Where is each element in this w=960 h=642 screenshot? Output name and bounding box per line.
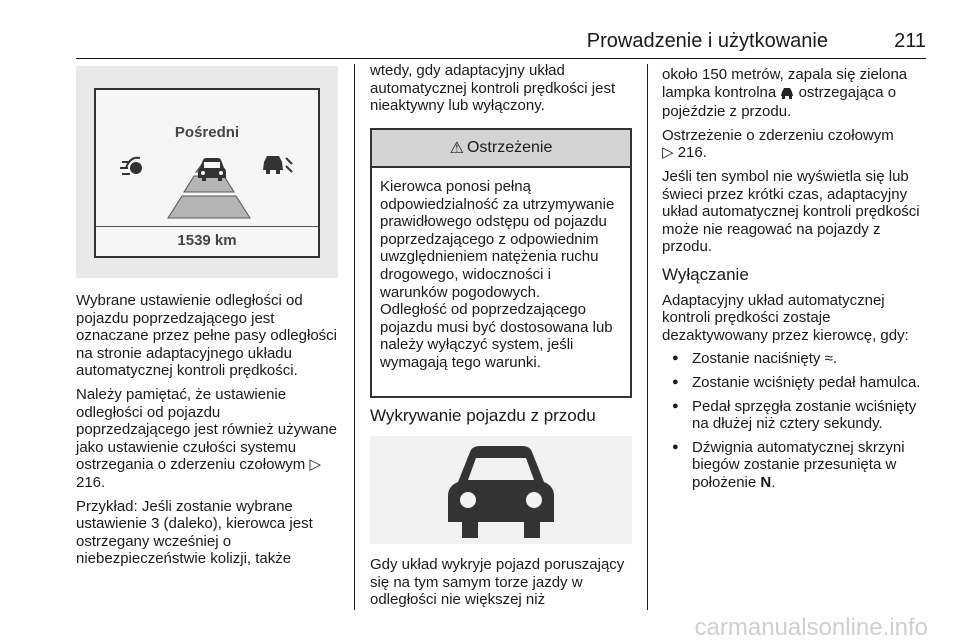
page-ref-link[interactable]: 216.: [677, 144, 707, 162]
list-item: ● Pedał sprzęgła zostanie wciśnięty na dłużej niż cztery sekundy.: [662, 398, 928, 433]
list-item: [662, 350, 928, 368]
col1-paragraph-1: Wybrane ustawienie odległości od pojazdu poprzedzającego jest oznaczane przez pełne pasy odległości na stronie adaptacyjnego układu automatycznej kontroli prędkości.: [76, 292, 337, 380]
col3-paragraph-1: [662, 66, 928, 121]
section-title-deactivation: Wyłączanie: [662, 264, 749, 284]
list-item-1-text: Zostanie naciśnięty: [692, 350, 821, 368]
list-item-1-end: .: [832, 350, 837, 368]
column-rule-2: [647, 64, 648, 610]
col2-paragraph-bottom: Gdy układ wykryje pojazd poruszający się na tym samym torze jazdy w odległości nie większej niż: [370, 556, 625, 609]
header-rule: [76, 58, 926, 59]
warning-triangle-icon: ⚠: [449, 140, 464, 157]
list-item: [662, 439, 928, 492]
acc-display-graphic: [96, 90, 322, 226]
display-divider: [96, 226, 318, 227]
car-sensor-icon: [263, 156, 292, 174]
cluster-display: [94, 88, 320, 258]
column-3: [662, 66, 928, 497]
page-ref-arrow-icon: ▷: [309, 456, 321, 474]
page-header: [76, 30, 926, 56]
watermark: carmanualsonline.info: [694, 614, 928, 641]
distance-bar-mid: [184, 176, 234, 192]
cruise-cancel-icon: ≈: [824, 350, 833, 368]
warning-box: [370, 128, 632, 398]
vehicle-ahead-indicator-icon: [780, 86, 794, 104]
page-title: Prowadzenie i użytkowanie: [586, 30, 828, 52]
odometer-value: 1539 km: [177, 232, 237, 249]
column-rule-1: [354, 64, 355, 610]
page-ref-link[interactable]: 216.: [76, 473, 106, 491]
distance-setting-label: Pośredni: [174, 124, 240, 141]
list-item-4-text: Dźwignia automatycznej skrzyni biegów zostanie przesunięta w położenie: [692, 438, 905, 491]
col3-paragraph-3: Jeśli ten symbol nie wyświetla się lub świeci przez krótki czas, adaptacyjny układ automatycznej kontroli prędkości może nie reagować na pojazdy z przodu.: [662, 167, 920, 256]
col3-paragraph-2: [662, 127, 928, 162]
col1-paragraph-2: [76, 386, 338, 492]
warning-paragraph-1: Kierowca ponosi pełną odpowiedzialność za utrzymywanie prawidłowego odstępu od pojazdu poprzedzającego z odpowiednim uwzględnieniem natężenia ruchu drogowego, widoczności i warunków pogodowych.: [380, 178, 615, 301]
col3-paragraph-1-end: ostrzegająca o pojeździe z przodu.: [662, 83, 897, 121]
list-item: ● Zostanie wciśnięty pedał hamulca.: [662, 374, 928, 392]
acc-cruise-icon: [120, 158, 141, 174]
gear-position-n: N: [760, 473, 772, 491]
warning-header: [372, 130, 630, 168]
deactivation-list: [662, 350, 928, 491]
col1-paragraph-3: Przykład: Jeśli zostanie wybrane ustawienie 3 (daleko), kierowca jest ostrzegany wcześniej o niebezpieczeństwie kolizji, także: [76, 497, 313, 568]
section-title-vehicle-ahead: Wykrywanie pojazdu z przodu: [370, 406, 596, 425]
section-vehicle-ahead: [370, 406, 632, 426]
column-2-top: [370, 62, 632, 121]
col3-paragraph-2-text: Ostrzeżenie o zderzeniu czołowym: [662, 126, 894, 144]
page-ref-arrow-icon: ▷: [662, 144, 674, 162]
vehicle-ahead-icon: [370, 436, 632, 544]
distance-bar-near: [168, 196, 250, 218]
column-2-bottom: [370, 556, 632, 615]
col3-paragraph-4: Adaptacyjny układ automatycznej kontroli prędkości zostaje dezaktywowany przez kierowcę, gdy:: [662, 291, 909, 344]
col2-paragraph-top: wtedy, gdy adaptacyjny układ automatycznej kontroli prędkości jest nieaktywny lub wyłączony.: [370, 62, 616, 115]
figure-vehicle-ahead-symbol: [370, 436, 632, 544]
column-1: [76, 292, 338, 574]
col1-paragraph-2-text: Należy pamiętać, że ustawienie odległości od pojazdu poprzedzającego jest również używane jako ustawienie czułości systemu ostrzegania o zderzeniu czołowym: [76, 385, 337, 474]
page-number: 211: [894, 30, 926, 52]
figure-cluster-display: [76, 66, 338, 278]
list-item-4-end: .: [771, 473, 776, 491]
col3-paragraph-1-start: około 150 metrów, zapala się zielona lampka kontrolna: [662, 66, 908, 101]
warning-body: [372, 168, 630, 372]
warning-title: Ostrzeżenie: [466, 139, 553, 156]
warning-paragraph-2: Odległość od poprzedzającego pojazdu musi być dostosowana lub należy wyłączyć system, jeśli wymagają tego warunki.: [380, 301, 613, 371]
car-front-icon: [198, 158, 226, 181]
